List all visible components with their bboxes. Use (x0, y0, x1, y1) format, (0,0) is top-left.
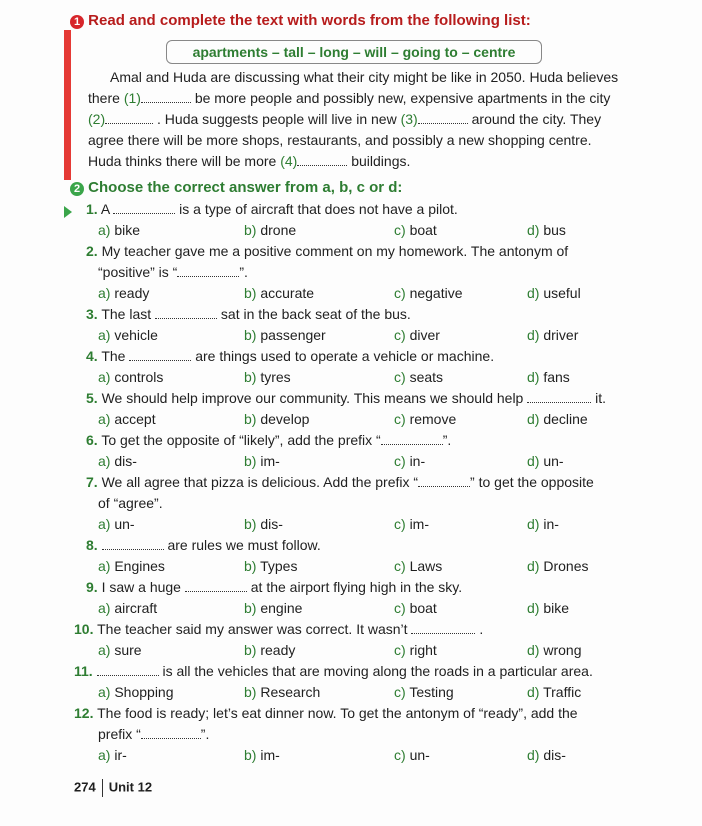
option-d[interactable]: d) Drones (527, 558, 589, 574)
option-b[interactable]: b) drone (244, 222, 297, 238)
section2-title: Choose the correct answer from a, b, c or d: (88, 179, 403, 196)
option-c[interactable]: c) negative (394, 285, 463, 301)
option-d[interactable]: d) dis- (527, 747, 566, 763)
option-c[interactable]: c) right (394, 642, 437, 658)
para-line: agree there will be more shops, restaurants, and possibly a new shopping centre. (88, 132, 592, 148)
option-b[interactable]: b) im- (244, 453, 280, 469)
option-c[interactable]: c) im- (394, 516, 429, 532)
option-d[interactable]: d) un- (527, 453, 564, 469)
section1-heading (70, 12, 531, 29)
option-a[interactable]: a) accept (98, 411, 156, 427)
option-b[interactable]: b) engine (244, 600, 303, 616)
question-10: 10. The teacher said my answer was correct. It wasn’t . (74, 621, 484, 637)
option-c[interactable]: c) boat (394, 600, 437, 616)
section1-badge: 1 (70, 15, 84, 29)
question-2: 2. My teacher gave me a positive comment on my homework. The antonym of (86, 243, 569, 259)
option-b[interactable]: b) accurate (244, 285, 315, 301)
option-d[interactable]: d) fans (527, 369, 570, 385)
option-a[interactable]: a) sure (98, 642, 142, 658)
option-c[interactable]: c) un- (394, 747, 430, 763)
option-b[interactable]: b) ready (244, 642, 296, 658)
question-2-line2: “positive” is “ ”. (98, 264, 248, 280)
blank-4[interactable]: (4) (280, 153, 298, 169)
option-a[interactable]: a) controls (98, 369, 164, 385)
option-a[interactable]: a) un- (98, 516, 135, 532)
question-6: 6. To get the opposite of “likely”, add the prefix “ ”. (86, 432, 452, 448)
option-d[interactable]: d) driver (527, 327, 579, 343)
option-a[interactable]: a) Engines (98, 558, 165, 574)
section2-badge: 2 (70, 182, 84, 196)
option-a[interactable]: a) bike (98, 222, 141, 238)
question-9: 9. I saw a huge at the airport flying high in the sky. (86, 579, 463, 595)
question-12-line2: prefix “ ”. (98, 726, 210, 742)
option-d[interactable]: d) decline (527, 411, 588, 427)
question-11: 11. is all the vehicles that are moving along the roads in a particular area. (74, 663, 593, 679)
option-b[interactable]: b) passenger (244, 327, 326, 343)
blank-2[interactable]: (2) (88, 111, 106, 127)
option-a[interactable]: a) dis- (98, 453, 137, 469)
option-a[interactable]: a) Shopping (98, 684, 174, 700)
option-d[interactable]: d) wrong (527, 642, 582, 658)
option-a[interactable]: a) aircraft (98, 600, 158, 616)
unit-label: Unit 12 (108, 779, 153, 795)
page-number: 274 (74, 779, 96, 795)
option-d[interactable]: d) useful (527, 285, 581, 301)
option-b[interactable]: b) Research (244, 684, 321, 700)
question-8: 8. are rules we must follow. (86, 537, 321, 553)
option-b[interactable]: b) tyres (244, 369, 291, 385)
para-line: Amal and Huda are discussing what their city might be like in 2050. Huda believes (110, 69, 619, 85)
cloze-paragraph (88, 67, 648, 172)
question-5: 5. We should help improve our community. This means we should help it. (86, 390, 607, 406)
option-d[interactable]: d) in- (527, 516, 559, 532)
para-line: Huda thinks there will be more (4) buildings. (88, 153, 411, 169)
option-a[interactable]: a) vehicle (98, 327, 158, 343)
option-a[interactable]: a) ir- (98, 747, 127, 763)
page-footer (74, 779, 152, 797)
option-c[interactable]: c) diver (394, 327, 440, 343)
question-7-line2: of “agree”. (98, 495, 163, 511)
option-c[interactable]: c) Testing (394, 684, 454, 700)
blank-3[interactable]: (3) (400, 111, 418, 127)
option-c[interactable]: c) in- (394, 453, 426, 469)
option-d[interactable]: d) Traffic (527, 684, 582, 700)
section1-title: Read and complete the text with words from the following list: (88, 12, 531, 29)
option-b[interactable]: b) dis- (244, 516, 283, 532)
question-1: 1. A is a type of aircraft that does not have a pilot. (86, 201, 458, 217)
section2-heading (70, 179, 402, 196)
option-d[interactable]: d) bus (527, 222, 566, 238)
blank-1[interactable]: (1) (123, 90, 141, 106)
option-c[interactable]: c) remove (394, 411, 457, 427)
option-b[interactable]: b) Types (244, 558, 298, 574)
question-12: 12. The food is ready; let’s eat dinner now. To get the antonym of “ready”, add the (74, 705, 578, 721)
option-a[interactable]: a) ready (98, 285, 150, 301)
para-line: there (1) be more people and possibly new, expensive apartments in the city (88, 90, 611, 106)
option-c[interactable]: c) boat (394, 222, 437, 238)
arrow-icon (64, 206, 72, 218)
margin-red-bar (64, 30, 71, 180)
question-4: 4. The are things used to operate a vehicle or machine. (86, 348, 495, 364)
para-line: (2) . Huda suggests people will live in new (3) around the city. They (88, 111, 602, 127)
question-3: 3. The last sat in the back seat of the bus. (86, 306, 411, 322)
word-list-box: apartments – tall – long – will – going to – centre (166, 40, 542, 64)
option-c[interactable]: c) seats (394, 369, 444, 385)
option-b[interactable]: b) develop (244, 411, 310, 427)
option-c[interactable]: c) Laws (394, 558, 443, 574)
question-7: 7. We all agree that pizza is delicious. Add the prefix “ ” to get the opposite (86, 474, 594, 490)
option-b[interactable]: b) im- (244, 747, 280, 763)
option-d[interactable]: d) bike (527, 600, 570, 616)
